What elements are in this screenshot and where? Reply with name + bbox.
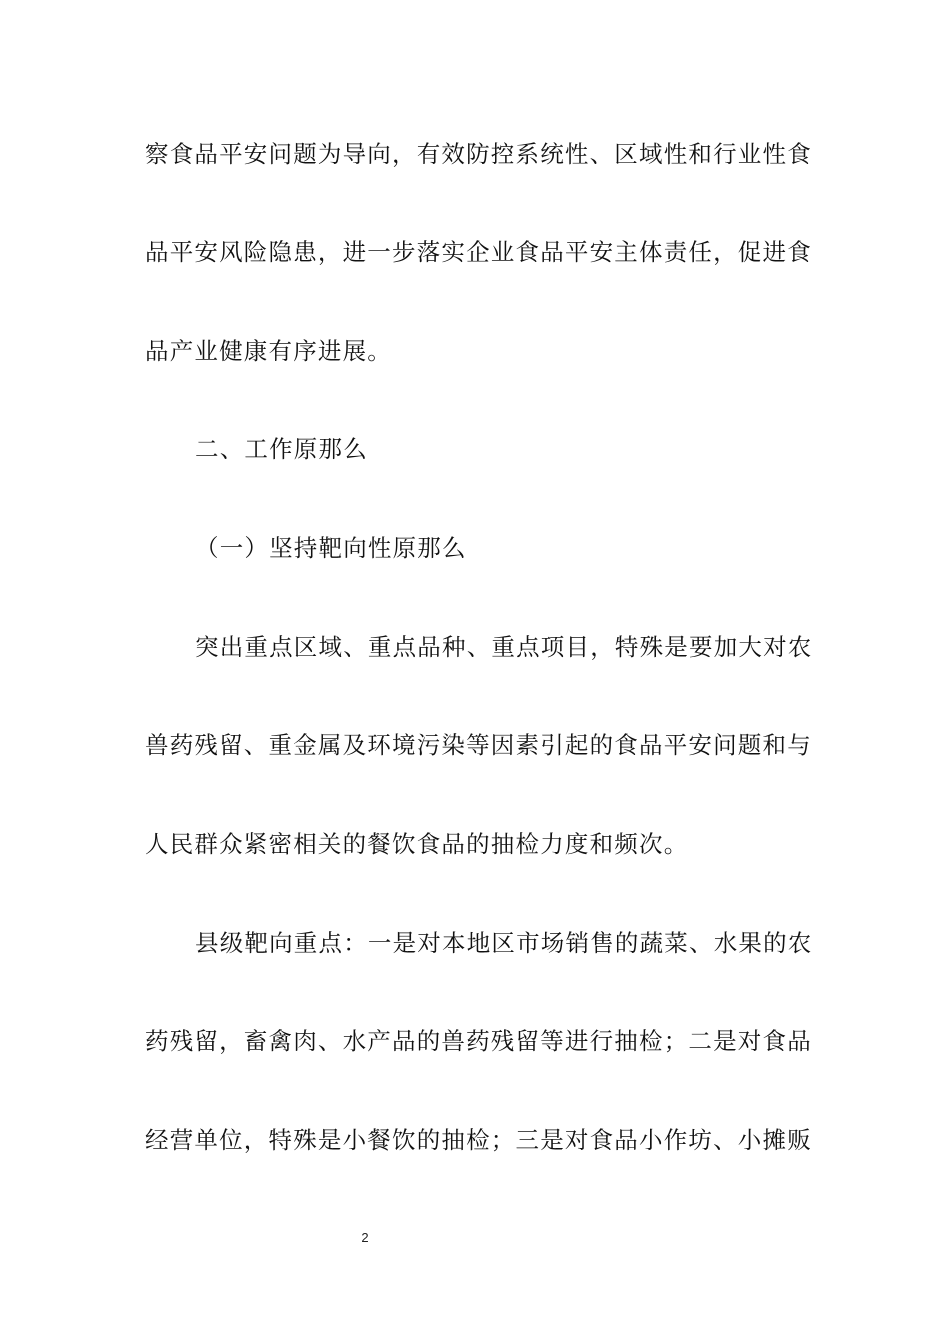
page-number: 2: [361, 1230, 369, 1245]
section-heading: 二、工作原那么: [195, 435, 368, 463]
paragraph-line: 品平安风险隐患，进一步落实企业食品平安主体责任，促进食: [145, 238, 812, 266]
paragraph-line: 品产业健康有序进展。: [145, 337, 392, 365]
paragraph-line: 经营单位，特殊是小餐饮的抽检；三是对食品小作坊、小摊贩: [145, 1126, 812, 1154]
paragraph-line: 突出重点区域、重点品种、重点项目，特殊是要加大对农: [195, 633, 813, 661]
paragraph-line: 人民群众紧密相关的餐饮食品的抽检力度和频次。: [145, 830, 689, 858]
paragraph-line: 县级靶向重点：一是对本地区市场销售的蔬菜、水果的农: [195, 929, 813, 957]
paragraph-line: 兽药残留、重金属及环境污染等因素引起的食品平安问题和与: [145, 731, 812, 759]
paragraph-line: 察食品平安问题为导向，有效防控系统性、区域性和行业性食: [145, 140, 812, 168]
paragraph-line: 药残留，畜禽肉、水产品的兽药残留等进行抽检；二是对食品: [145, 1027, 812, 1055]
subsection-heading: （一）坚持靶向性原那么: [195, 534, 467, 562]
